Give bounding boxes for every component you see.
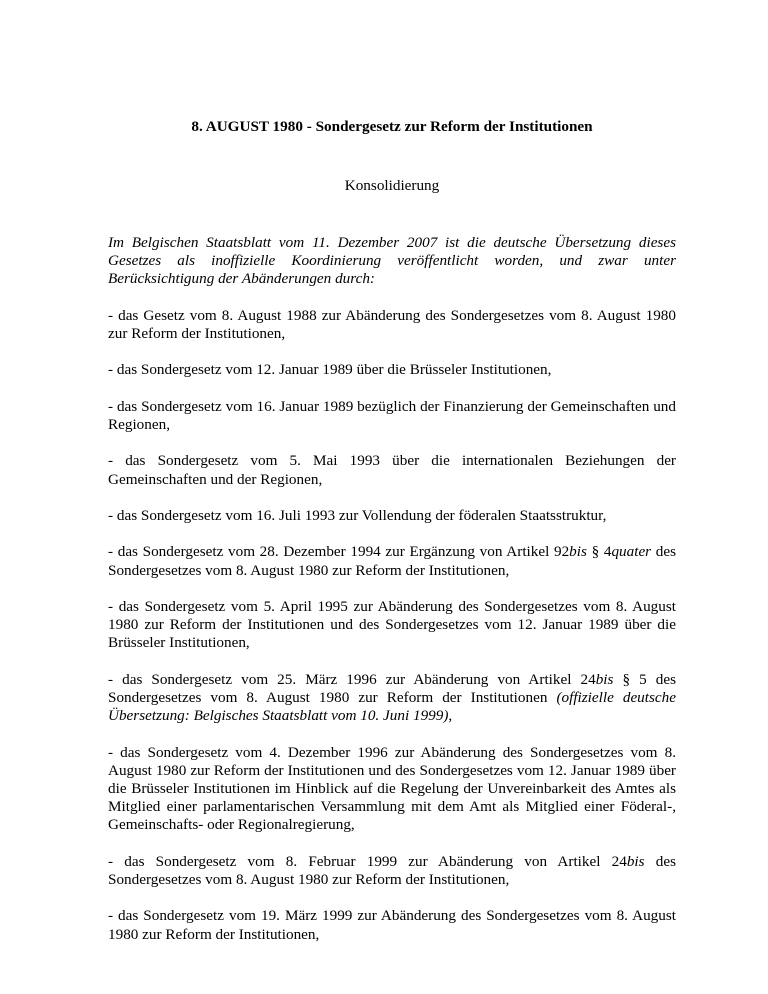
amendment-item: - das Sondergesetz vom 12. Januar 1989 über die Brüsseler Institutionen, [108,361,552,379]
amendment-item: - das Sondergesetz vom 16. Januar 1989 bezüglich der Finanzierung der Gemeinschaften und Regionen, [108,397,676,433]
item-italic-text: bis [595,670,614,688]
item-italic-text: bis [569,543,587,561]
amendment-item [108,671,676,726]
item-text: des Sondergesetzes vom 8. August 1980 zur Reform der Institutionen, [108,543,677,579]
amendment-item: - das Sondergesetz vom 5. April 1995 zur Abänderung des Sondergesetzes vom 8. August 1980 zur Reform der Institutionen und des Sondergesetzes vom 12. Januar 1989 über die Brüsseler Institutionen, [108,597,676,652]
item-text: - das Sondergesetz vom 28. Dezember 1994 zur Ergänzung von Artikel 92 [108,543,570,561]
document-title: 8. AUGUST 1980 - Sondergesetz zur Reform der Institutionen [191,118,593,135]
document-body [108,234,676,962]
item-text: § 5 des Sondergesetzes vom 8. August 1980 zur Reform der Institutionen [108,670,676,706]
intro-paragraph: Im Belgischen Staatsblatt vom 11. Dezember 2007 ist die deutsche Übersetzung dieses Gesetzes als inoffizielle Koordinierung veröffentlicht worden, und zwar unter Berücksichtigung der Abänderungen durch: [108,234,676,288]
item-italic-text: (offizielle deutsche Übersetzung: Belgisches Staatsblatt vom 10. Juni 1999) [108,688,676,725]
item-text: - das Sondergesetz vom 8. Februar 1999 zur Abänderung von Artikel 24 [108,852,627,870]
amendment-item: - das Sondergesetz vom 19. März 1999 zur Abänderung des Sondergesetzes vom 8. August 1980 zur Reform der Institutionen, [108,907,676,943]
amendment-item: - das Sondergesetz vom 16. Juli 1993 zur Vollendung der föderalen Staatsstruktur, [108,506,607,524]
item-text: des Sondergesetzes vom 8. August 1980 zur Reform der Institutionen, [108,852,676,888]
amendment-item [108,543,676,579]
item-text: - das Sondergesetz vom 25. März 1996 zur Abänderung von Artikel 24 [108,670,596,688]
amendment-item: - das Sondergesetz vom 4. Dezember 1996 zur Abänderung des Sondergesetzes vom 8. August 1980 zur Reform der Institutionen und des Sondergesetzes vom 12. Januar 1989 über die Brüsseler Institutionen im Hinblick auf die Regelung der Unvereinbarkeit des Amtes als Mitglied einer parlamentarischen Versammlung mit dem Amt als Mitglied einer Föderal-, Gemeinschafts- oder Regionalregierung, [108,743,676,834]
item-text: , [448,707,453,725]
item-italic-text: bis [626,852,645,870]
item-text: § 4 [586,543,612,561]
document-subtitle: Konsolidierung [344,177,440,194]
item-italic-text: quater [611,543,652,561]
amendment-item: - das Gesetz vom 8. August 1988 zur Abänderung des Sondergesetzes vom 8. August 1980 zur Reform der Institutionen, [108,306,676,342]
amendment-item: - das Sondergesetz vom 5. Mai 1993 über die internationalen Beziehungen der Gemeinschaften und der Regionen, [108,452,676,488]
amendment-item [108,853,676,889]
